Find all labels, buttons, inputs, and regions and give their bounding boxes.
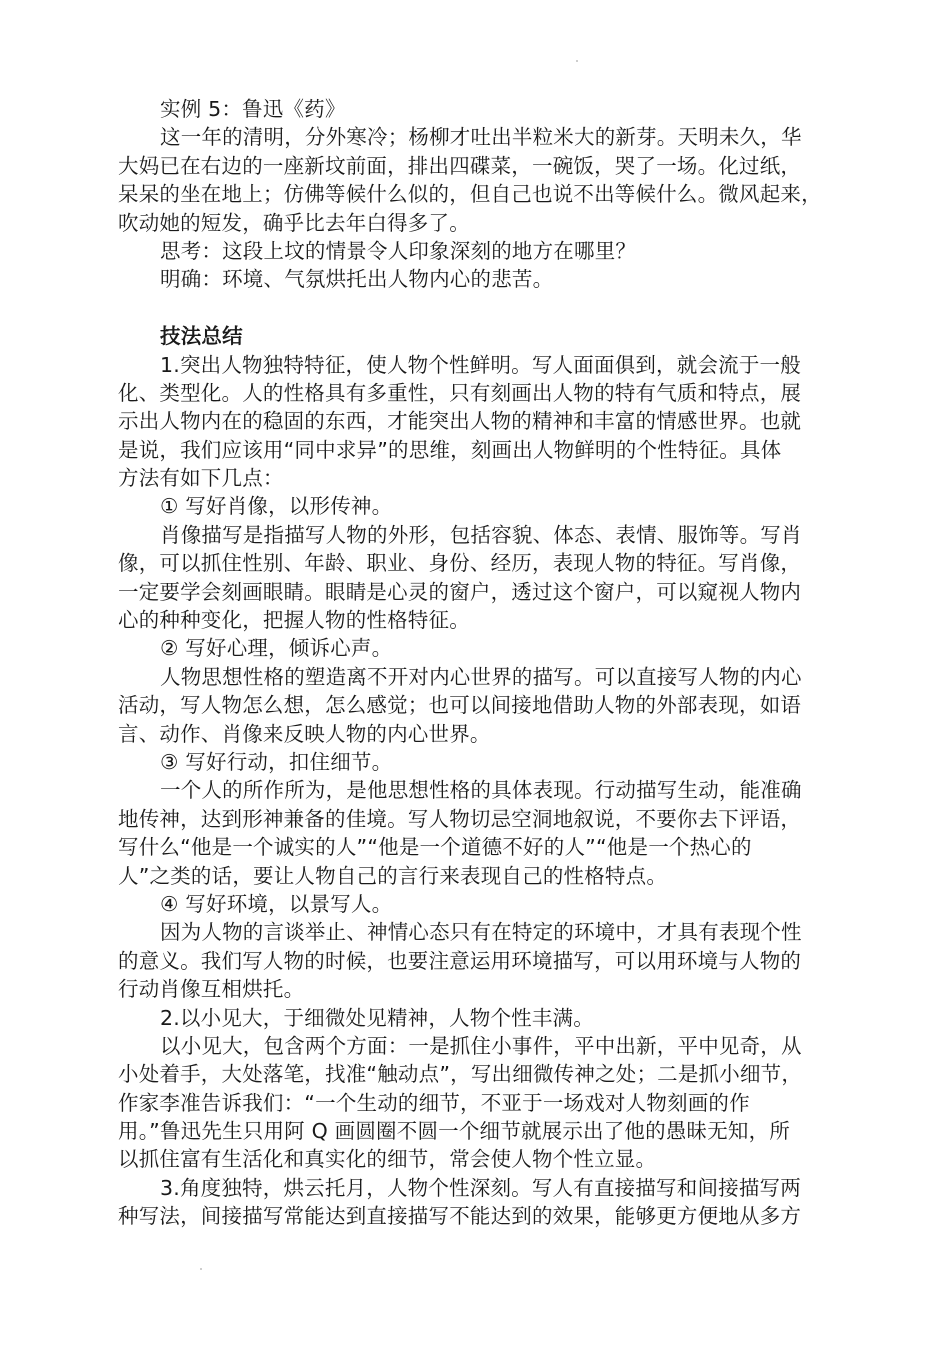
scan-speck-top <box>576 60 578 62</box>
point2-text-line: 作家李准告诉我们：“一个生动的细节，不亚于一场戏对人物刻画的作 <box>118 1090 750 1115</box>
sub3-text-line: 写什么“他是一个诚实的人”“他是一个道德不好的人”“他是一个热心的 <box>118 835 752 860</box>
sub1-text-line: 肖像描写是指描写人物的外形，包括容貌、体态、表情、服饰等。写肖 <box>160 522 802 547</box>
sub3-text-line: 一个人的所作所为，是他思想性格的具体表现。行动描写生动，能准确 <box>160 778 802 803</box>
point1-line: 是说，我们应该用“同中求异”的思维，刻画出人物鲜明的个性特征。具体 <box>118 437 782 462</box>
sub1-text-line: 一定要学会刻画眼睛。眼睛是心灵的窗户，透过这个窗户，可以窥视人物内 <box>118 579 802 604</box>
sub4-text-line: 因为人物的言谈举止、神情心态只有在特定的环境中，才具有表现个性 <box>160 920 802 945</box>
example-passage-line: 这一年的清明，分外寒冷；杨柳才吐出半粒米大的新芽。天明未久，华 <box>160 125 802 150</box>
sub2-text-line: 言、动作、肖像来反映人物的内心世界。 <box>118 721 491 746</box>
sub2-title: ② 写好心理，倾诉心声。 <box>160 636 393 661</box>
scan-speck-bottom <box>200 1268 202 1270</box>
sub4-title: ④ 写好环境，以景写人。 <box>160 891 393 916</box>
sub3-text-line: 人”之类的话，要让人物自己的言行来表现自己的性格特点。 <box>118 863 668 888</box>
example-passage-line: 大妈已在右边的一座新坟前面，排出四碟菜，一碗饭，哭了一场。化过纸， <box>118 153 802 178</box>
sub1-text-line: 像，可以抓住性别、年龄、职业、身份、经历，表现人物的特征。写肖像， <box>118 551 802 576</box>
example-question: 思考：这段上坟的情景令人印象深刻的地方在哪里？ <box>160 238 637 263</box>
sub3-text-line: 地传神，达到形神兼备的佳境。写人物切忌空洞地叙说，不要你去下评语， <box>118 806 802 831</box>
sub3-title: ③ 写好行动，扣住细节。 <box>160 749 393 774</box>
point3-line: 3.角度独特，烘云托月，人物个性深刻。写人有直接描写和间接描写两 <box>160 1175 801 1200</box>
sub4-text-line: 的意义。我们写人物的时候，也要注意运用环境描写，可以用环境与人物的 <box>118 948 802 973</box>
point2-text-line: 以小见大，包含两个方面：一是抓住小事件，平中出新，平中见奇，从 <box>160 1033 802 1058</box>
example-passage-line: 吹动她的短发，确乎比去年白得多了。 <box>118 210 470 235</box>
paragraph-spacer <box>118 294 836 322</box>
point1-line: 方法有如下几点： <box>118 466 284 491</box>
point3-line: 种写法，间接描写常能达到直接描写不能达到的效果，能够更方便地从多方 <box>118 1204 802 1229</box>
point2-text-line: 以抓住富有生活化和真实化的细节，常会使人物个性立显。 <box>118 1147 657 1172</box>
example-answer: 明确：环境、气氛烘托出人物内心的悲苦。 <box>160 267 554 292</box>
sub2-text-line: 活动，写人物怎么想，怎么感觉；也可以间接地借助人物的外部表现，如语 <box>118 693 802 718</box>
point1-line: 示出人物内在的稳固的东西，才能突出人物的精神和丰富的情感世界。也就 <box>118 409 802 434</box>
point2-text-line: 小处着手，大处落笔，找准“触动点”，写出细微传神之处；二是抓小细节， <box>118 1062 803 1087</box>
document-page <box>118 95 836 1231</box>
example-passage-line: 呆呆的坐在地上；仿佛等候什么似的，但自己也说不出等候什么。微风起来， <box>118 182 822 207</box>
sub1-text-line: 心的种种变化，把握人物的性格特征。 <box>118 608 470 633</box>
point2-title: 2.以小见大，于细微处见精神，人物个性丰满。 <box>160 1005 594 1030</box>
example-title: 实例 5：鲁迅《药》 <box>160 97 346 121</box>
point1-line: 1.突出人物独特特征，使人物个性鲜明。写人面面俱到，就会流于一般 <box>160 352 801 377</box>
sub2-text-line: 人物思想性格的塑造离不开对内心世界的描写。可以直接写人物的内心 <box>160 664 802 689</box>
sub4-text-line: 行动肖像互相烘托。 <box>118 977 305 1002</box>
point1-line: 化、类型化。人的性格具有多重性，只有刻画出人物的特有气质和特点，展 <box>118 380 802 405</box>
summary-heading: 技法总结 <box>160 324 243 349</box>
sub1-title: ① 写好肖像，以形传神。 <box>160 494 393 519</box>
point2-text-line: 用。”鲁迅先生只用阿 Q 画圆圈不圆一个细节就展示出了他的愚昧无知，所 <box>118 1119 791 1144</box>
